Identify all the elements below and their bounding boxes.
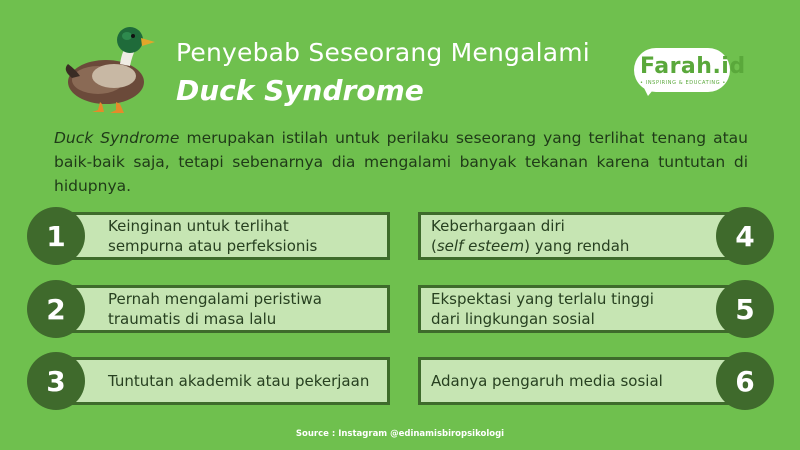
reason-text-4-italic: self esteem <box>436 237 525 255</box>
reason-box-5 <box>418 285 750 333</box>
reason-number-6: 6 <box>716 352 774 410</box>
logo-text: Farah.id <box>640 54 746 79</box>
reason-number-3: 3 <box>27 352 85 410</box>
reason-number-5: 5 <box>716 280 774 338</box>
description-term: Duck Syndrome <box>54 129 180 147</box>
reason-number-4: 4 <box>716 207 774 265</box>
reason-text-4 <box>431 216 629 256</box>
reason-box-4 <box>418 212 750 260</box>
reason-number-1: 1 <box>27 207 85 265</box>
logo-tagline: • INSPIRING & EDUCATING • <box>640 80 726 86</box>
title-line-2: Duck Syndrome <box>176 74 424 107</box>
title-line-1: Penyebab Seseorang Mengalami <box>176 38 590 67</box>
reason-text-5: Ekspektasi yang terlalu tinggi dari lingkungan sosial <box>431 290 654 328</box>
reason-text-1: Keinginan untuk terlihat sempurna atau perfeksionis <box>108 217 318 255</box>
description-text: merupakan istilah untuk perilaku seseorang yang terlihat tenang atau baik-baik saja, tetapi sebenarnya dia mengalami banyak tekanan karena tuntutan di hidupnya. <box>54 129 748 195</box>
reason-text-4-open: ( <box>431 237 437 255</box>
reason-text-6: Adanya pengaruh media sosial <box>431 372 663 390</box>
reason-box-2 <box>50 285 390 333</box>
reason-text-4-line1: Keberhargaan diri <box>431 217 565 235</box>
description <box>54 126 748 198</box>
reason-box-1 <box>50 212 390 260</box>
source-credit: Source : Instagram @edinamisbiropsikologi <box>295 429 505 439</box>
reason-text-3: Tuntutan akademik atau pekerjaan <box>108 372 370 390</box>
reason-text-4-close: ) yang rendah <box>524 237 630 255</box>
reason-number-2: 2 <box>27 280 85 338</box>
duck-icon <box>58 20 158 116</box>
reason-text-2: Pernah mengalami peristiwa traumatis di masa lalu <box>108 290 322 328</box>
reason-box-3 <box>50 357 390 405</box>
farah-logo <box>634 48 746 100</box>
reason-box-6 <box>418 357 750 405</box>
